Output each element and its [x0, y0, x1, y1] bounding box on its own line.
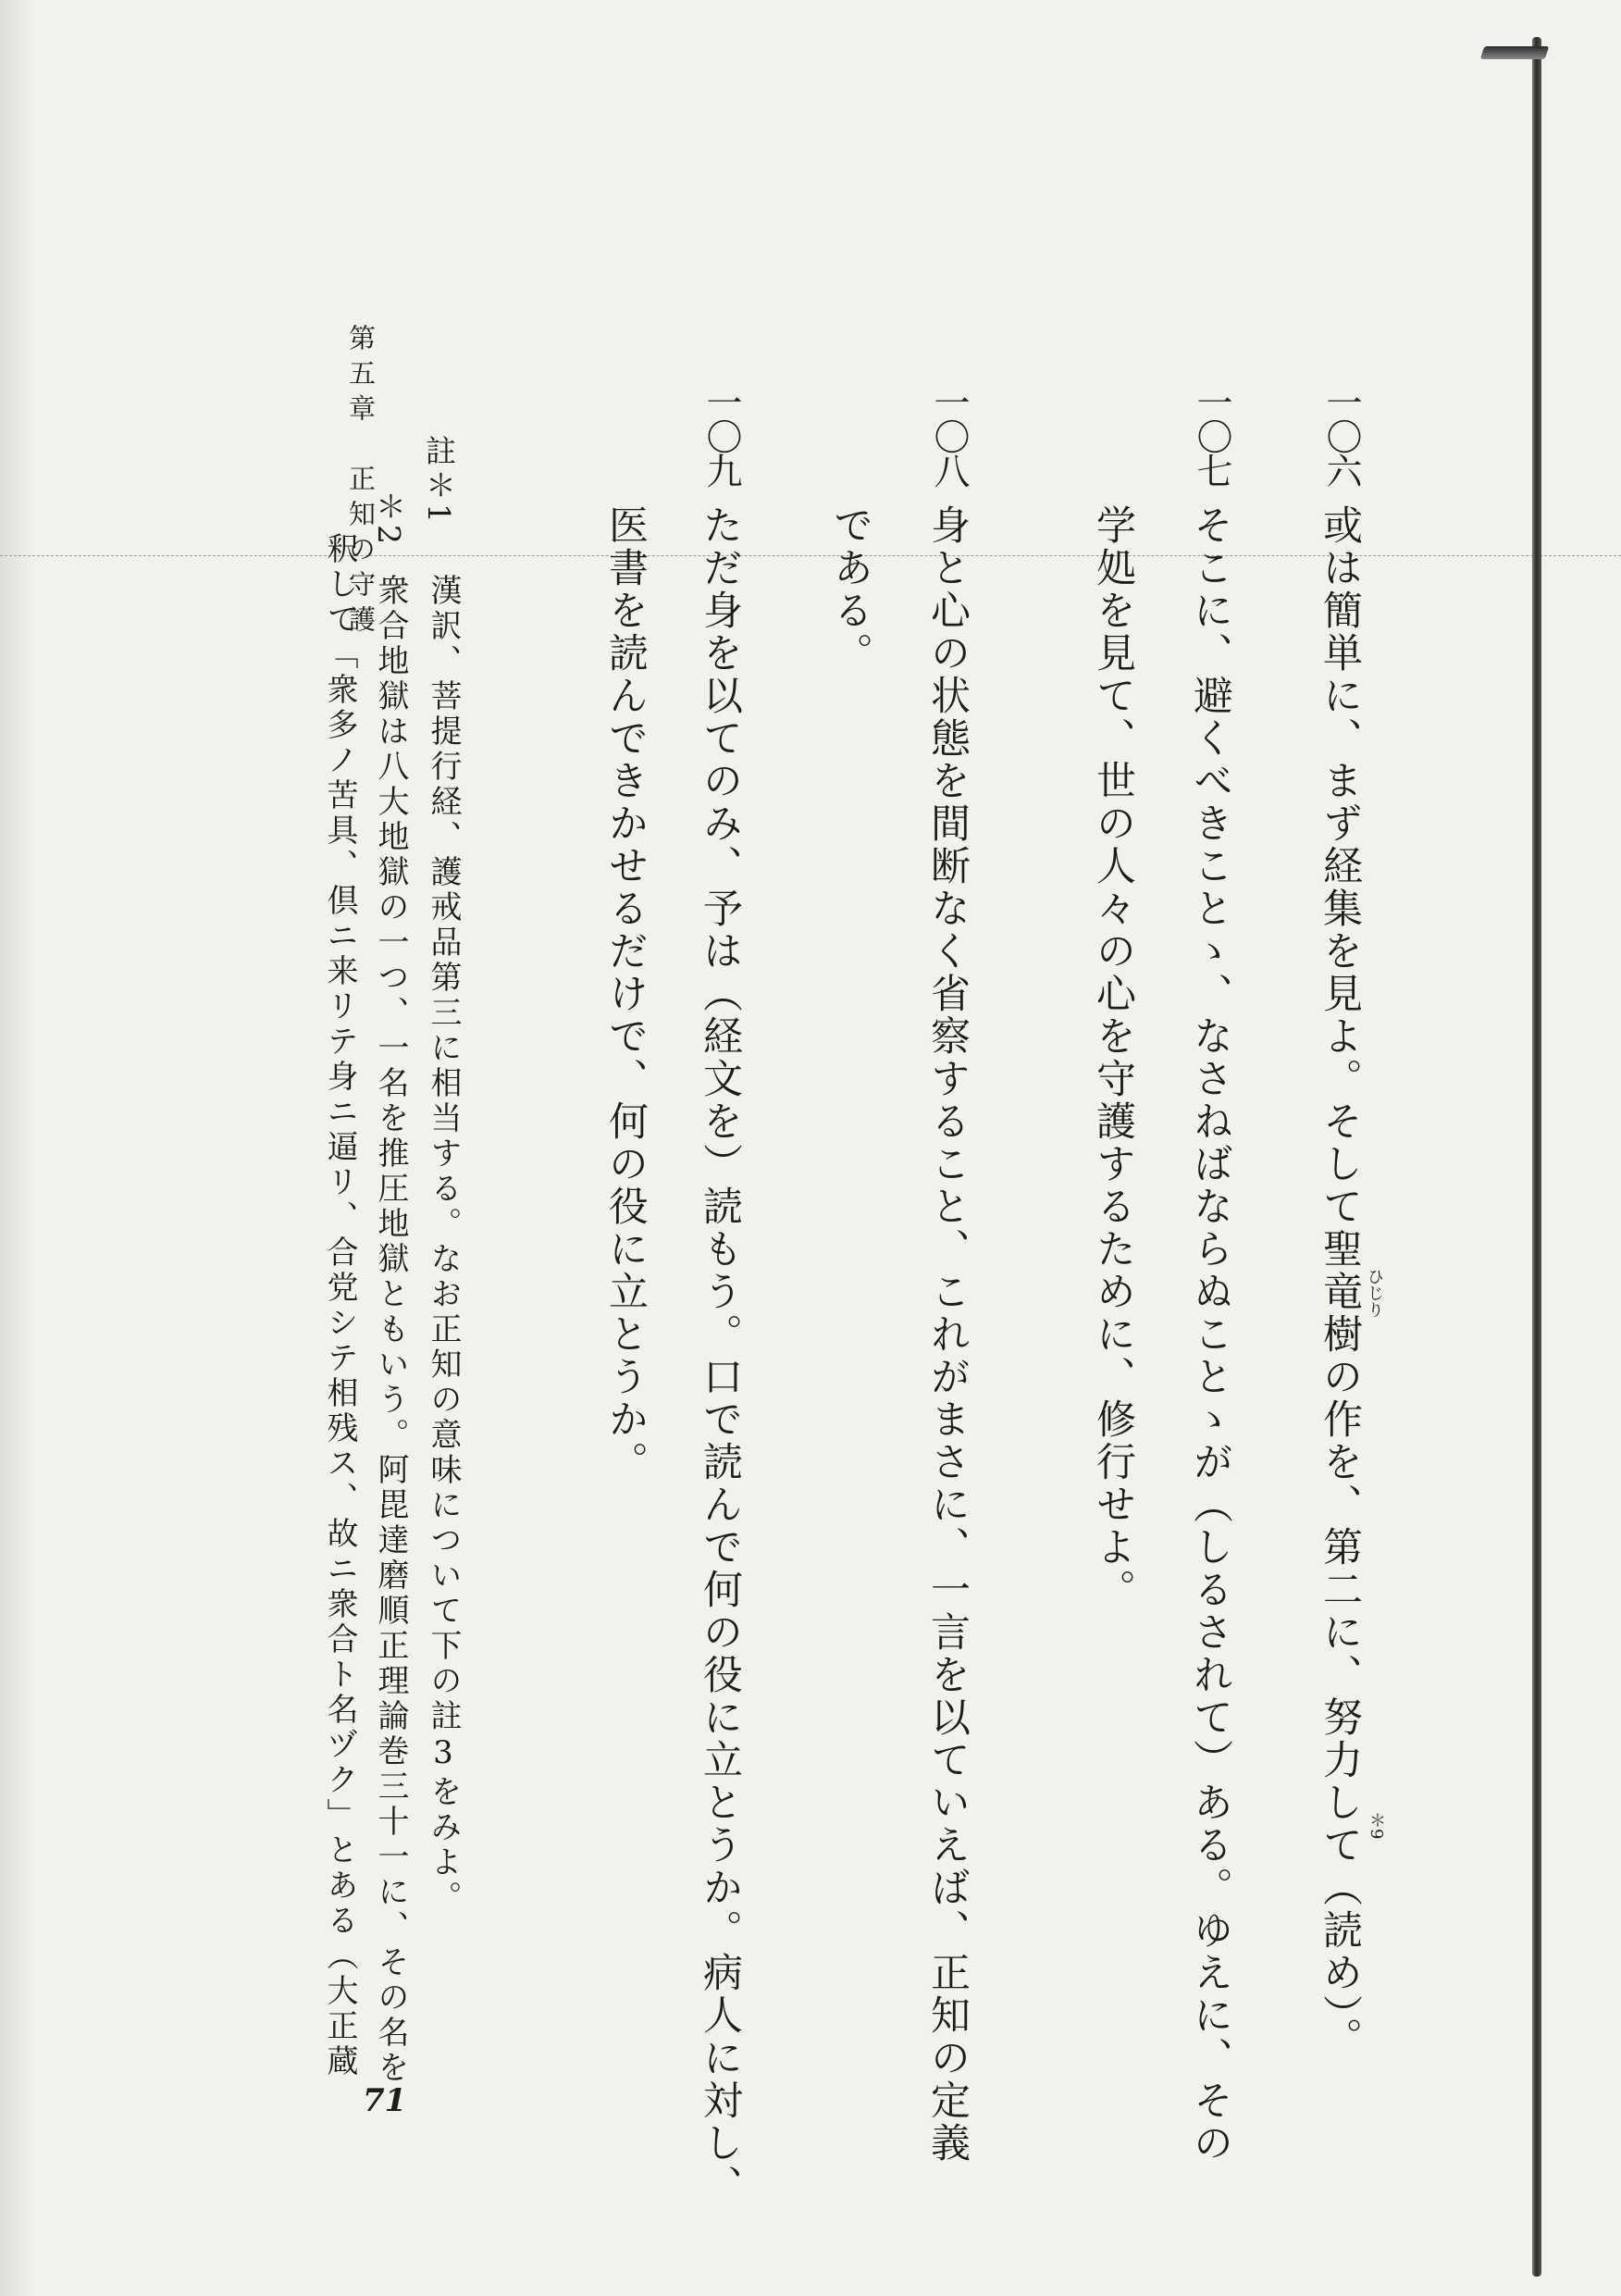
- verse-line: そこに、避くべきことゝ、なさねばならぬことゝが（しるされて）ある。ゆえに、その: [1187, 504, 1233, 2165]
- note-line: 衆合地獄は八大地獄の一つ、一名を推圧地獄ともいう。阿毘達磨順正理論巻三十一に、その名を: [372, 574, 409, 2086]
- page-edge-shadow: [0, 0, 37, 2296]
- note-mark: ＊9: [1367, 1812, 1386, 1840]
- ruby-hijiri: ひじり: [1365, 1268, 1384, 1318]
- verse-line: 医書を読んできかせるだけで、何の役に立とうか。: [602, 504, 649, 1483]
- verse-number: 一〇八: [928, 384, 970, 487]
- note-line: 釈して「衆多ノ苦具、倶ニ来リテ身ニ逼リ、合党シテ相残ス、故ニ衆合ト名ヅク」とある（大正蔵: [321, 532, 358, 2079]
- verse-line: 或は簡単に、まず経集を見よ。そして聖竜樹の作を、第二に、努力して（読め）。: [1317, 504, 1363, 2060]
- verse-number: 一〇七: [1191, 384, 1232, 487]
- verse-line: 学処を見て、世の人々の心を守護するために、修行せよ。: [1090, 504, 1136, 1611]
- book-spine-top: [1480, 46, 1550, 59]
- verse-number: 一〇九: [700, 384, 742, 487]
- page-number: 71: [363, 2082, 407, 2119]
- notes-heading: 註＊1: [421, 435, 457, 527]
- verse-number: 一〇六: [1320, 384, 1362, 487]
- note-mark: ＊2: [371, 490, 407, 548]
- verse-line: ただ身を以てのみ、予は（経文を）読もう。口で読んで何の役に立とうか。病人に対し、: [697, 504, 743, 2207]
- book-spine: [1532, 37, 1541, 2277]
- note-line: 漢訳、菩提行経、護戒品第三に相当する。なお正知の意味について下の註3をみよ。: [425, 574, 462, 1916]
- verse-line: である。: [827, 504, 873, 675]
- chapter-header: 第五章 正知の守護: [345, 324, 377, 640]
- verse-line: 身と心の状態を間断なく省察すること、これがまさに、一言を以ていえば、正知の定義: [924, 504, 971, 2165]
- scan-fold-line: [0, 555, 1621, 556]
